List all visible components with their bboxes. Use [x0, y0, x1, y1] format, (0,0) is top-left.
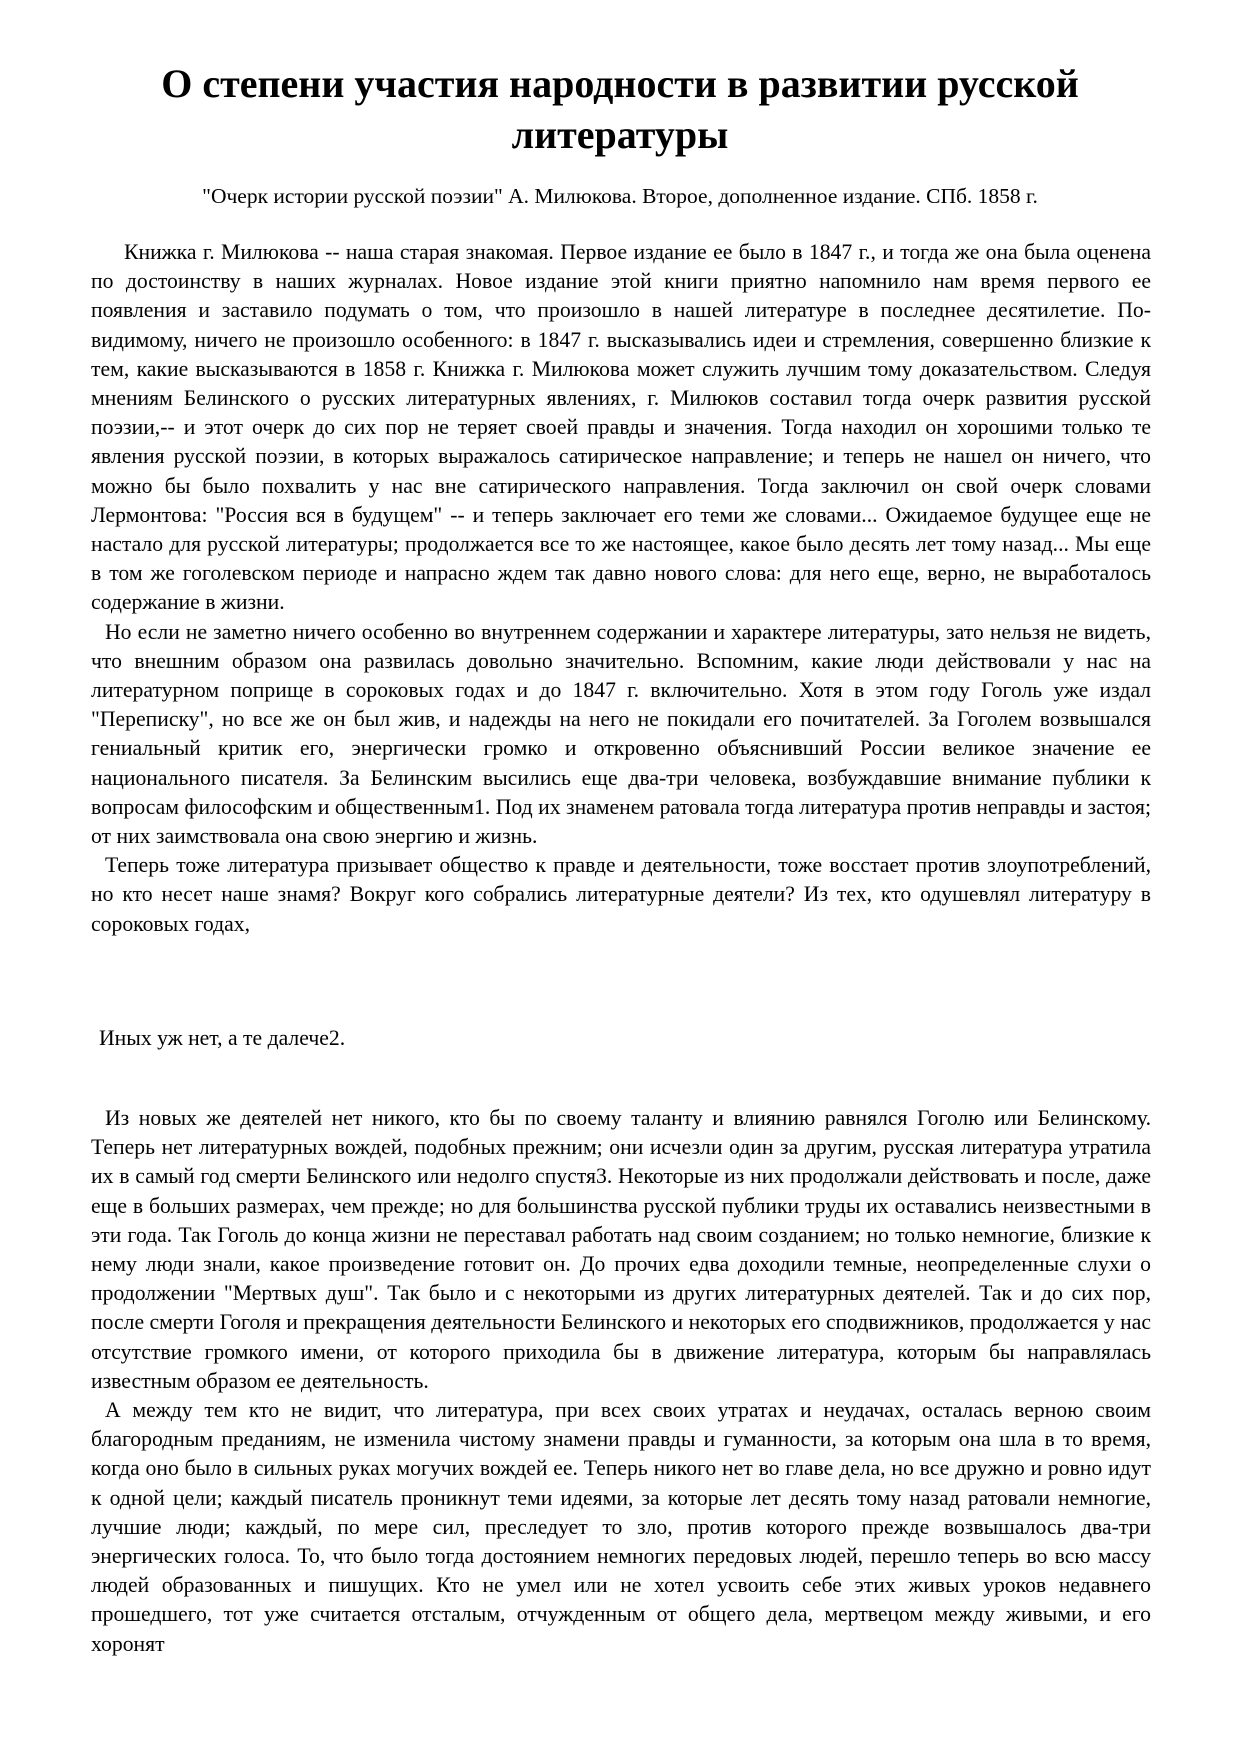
article-subtitle: "Очерк истории русской поэзии" А. Милюкова. Второе, дополненное издание. СПб. 1858 г. — [202, 184, 1038, 208]
paragraph-1: Книжка г. Милюкова -- наша старая знакомая. Первое издание ее было в 1847 г., и тогда же она была оценена по достоинству в наших журналах. Новое издание этой книги приятно напомнило нам время первого ее появления и заставило подумать о том, что произошло в нашей литературе в последнее десятилетие. По-видимому, ничего не произошло особенного: в 1847 г. высказывались идеи и стремления, совершенно близкие к тем, какие высказываются в 1858 г. Книжка г. Милюкова может служить лучшим тому доказательством. Следуя мнениям Белинского о русских литературных явлениях, г. Милюков составил тогда очерк развития русской поэзии,-- и этот очерк до сих пор не теряет своей правды и значения. Тогда находил он хорошими только те явления русской поэзии, в которых выражалось сатирическое направление; и теперь не нашел он ничего, что можно бы было похвалить у нас вне сатирического направления. Тогда заключил он свой очерк словами Лермонтова: "Россия вся в будущем" -- и теперь заключает его теми же словами... Ожидаемое будущее еще не настало для русской литературы; продолжается все то же настоящее, какое было десять лет тому назад... Мы еще в том же гоголевском периоде и напрасно ждем так давно нового слова: для него еще, верно, не выработалось содержание в жизни. — [91, 240, 1151, 615]
paragraph-2: Но если не заметно ничего особенно во внутреннем содержании и характере литературы, зато нельзя не видеть, что внешним образом она развилась довольно значительно. Вспомним, какие люди действовали у нас на литературном поприще в сороковых годах и до 1847 г. включительно. Хотя в этом году Гоголь уже издал "Переписку", но все же он был жив, и надежды на него не покидали его почитателей. За Гоголем возвышался гениальный критик его, энергически громко и откровенно объяснивший России великое значение ее национального писателя. За Белинским высились еще два-три человека, возбуждавшие внимание публики к вопросам философским и общественным1. Под их знаменем ратовала тогда литература против неправды и застоя; от них заимствовала она свою энергию и жизнь. — [91, 619, 1151, 849]
paragraph-5: А между тем кто не видит, что литература, при всех своих утратах и неудачах, осталась верною своим благородным преданиям, не изменила чистому знамени правды и гуманности, за которым она шла в то время, когда оно было в сильных руках могучих вождей ее. Теперь никого нет во главе дела, но все дружно и ровно идут к одной цели; каждый писатель проникнут теми идеями, за которые лет десять тому назад ратовали немногие, лучшие люди; каждый, по мере сил, преследует то зло, против которого прежде возвышалось два-три энергических голоса. То, что было тогда достоянием немногих передовых людей, перешло теперь во всю массу людей образованных и пишущих. Кто не умел или не хотел усвоить себе этих живых уроков недавнего прошедшего, тот уже считается отсталым, отчужденным от общего дела, мертвецом между живыми, и его хоронят — [91, 1398, 1151, 1656]
paragraph-3: Теперь тоже литература призывает общество к правде и деятельности, тоже восстает против злоупотреблений, но кто несет наше знамя? Вокруг кого собрались литературные деятели? Из тех, кто одушевлял литературу в сороковых годах, — [91, 853, 1151, 936]
paragraph-4: Из новых же деятелей нет никого, кто бы по своему таланту и влиянию равнялся Гоголю или Белинскому. Теперь нет литературных вождей, подобных прежним; они исчезли один за другим, русская литература утратила их в самый год смерти Белинского или недолго спустя3. Некоторые из них продолжали действовать и после, даже еще в больших размерах, чем прежде; но для большинства русской публики труды их оставались неизвестными в эти года. Так Гоголь до конца жизни не переставал работать над своим созданием; но только немногие, близкие к нему люди знали, какое произведение готовит он. До прочих едва доходили темные, неопределенные слухи о продолжении "Мертвых душ". Так было и с некоторыми из других литературных деятелей. Так и до сих пор, после смерти Гоголя и прекращения деятельности Белинского и некоторых его сподвижников, продолжается у нас отсутствие громкого имени, от которого приходила бы в движение литература, которым бы направлялась известным образом ее деятельность. — [91, 1106, 1151, 1393]
body-section-1 — [91, 238, 1151, 939]
body-section-2 — [91, 1104, 1151, 1659]
verse-section — [91, 1024, 1151, 1053]
verse-quote: Иных уж нет, а те далече2. — [99, 1026, 346, 1050]
article-title: О степени участия народности в развитии русской литературы — [161, 61, 1079, 157]
